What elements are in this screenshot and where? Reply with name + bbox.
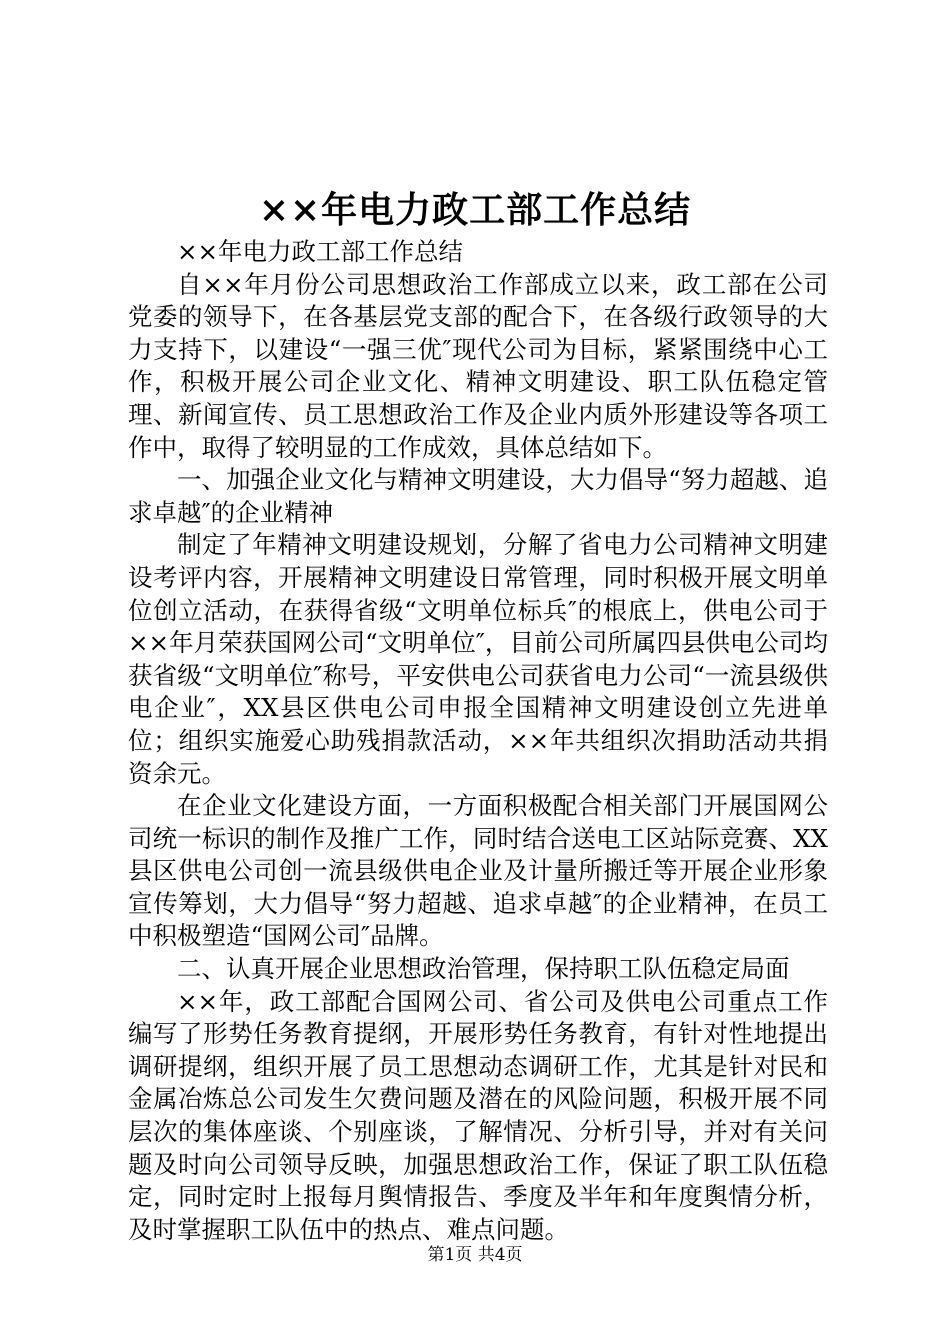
section-heading-2: 二、认真开展企业思想政治管理，保持职工队伍稳定局面	[177, 954, 790, 984]
body-paragraph-culture: 在企业文化建设方面，一方面积极配合相关部门开展国网公司统一标识的制作及推广工作，同时结合送电工区站际竞赛、XX县区供电公司创一流县级供电企业及计量所搬迁等开展企业形象宣传筹划，大力倡导“努力超越、追求卓越″的企业精神，在员工中积极塑造“国网公司″品牌。	[128, 791, 828, 951]
page-number-footer: 第1页 共4页	[427, 1245, 523, 1265]
document-body	[128, 236, 828, 1246]
body-paragraph-intro: 自××年月份公司思想政治工作部成立以来，政工部在公司党委的领导下，在各基层党支部的配合下，在各级行政领导的大力支持下，以建设“一强三优″现代公司为目标，紧紧围绕中心工作，积极开展公司企业文化、精神文明建设、职工队伍稳定管理、新闻宣传、员工思想政治工作及企业内质外形建设等各项工作中，取得了较明显的工作成效，具体总结如下。	[128, 269, 828, 462]
document-title: ××年电力政工部工作总结	[258, 189, 692, 231]
body-subtitle: ××年电力政工部工作总结	[177, 237, 464, 266]
body-paragraph-political: ××年，政工部配合国网公司、省公司及供电公司重点工作编写了形势任务教育提纲，开展形势任务教育，有针对性地提出调研提纲，组织开展了员工思想动态调研工作，尤其是针对民和金属冶炼总公司发生欠费问题及潜在的风险问题，积极开展不同层次的集体座谈、个别座谈，了解情况、分析引导，并对有关问题及时向公司领导反映，加强思想政治工作，保证了职工队伍稳定，同时定时上报每月舆情报告、季度及半年和年度舆情分析，及时掌握职工队伍中的热点、难点问题。	[128, 986, 828, 1244]
section-heading-1: 一、加强企业文化与精神文明建设，大力倡导“努力超越、追求卓越″的企业精神	[128, 465, 828, 527]
body-paragraph-civilization: 制定了年精神文明建设规划，分解了省电力公司精神文明建设考评内容，开展精神文明建设日常管理，同时积极开展文明单位创立活动，在获得省级“文明单位标兵″的根底上，供电公司于××年月荣获国网公司“文明单位″，目前公司所属四县供电公司均获省级“文明单位″称号，平安供电公司获省电力公司“一流县级供电企业″，XX县区供电公司申报全国精神文明建设创立先进单位；组织实施爱心助残捐款活动，××年共组织次捐助活动共捐资余元。	[128, 530, 828, 788]
